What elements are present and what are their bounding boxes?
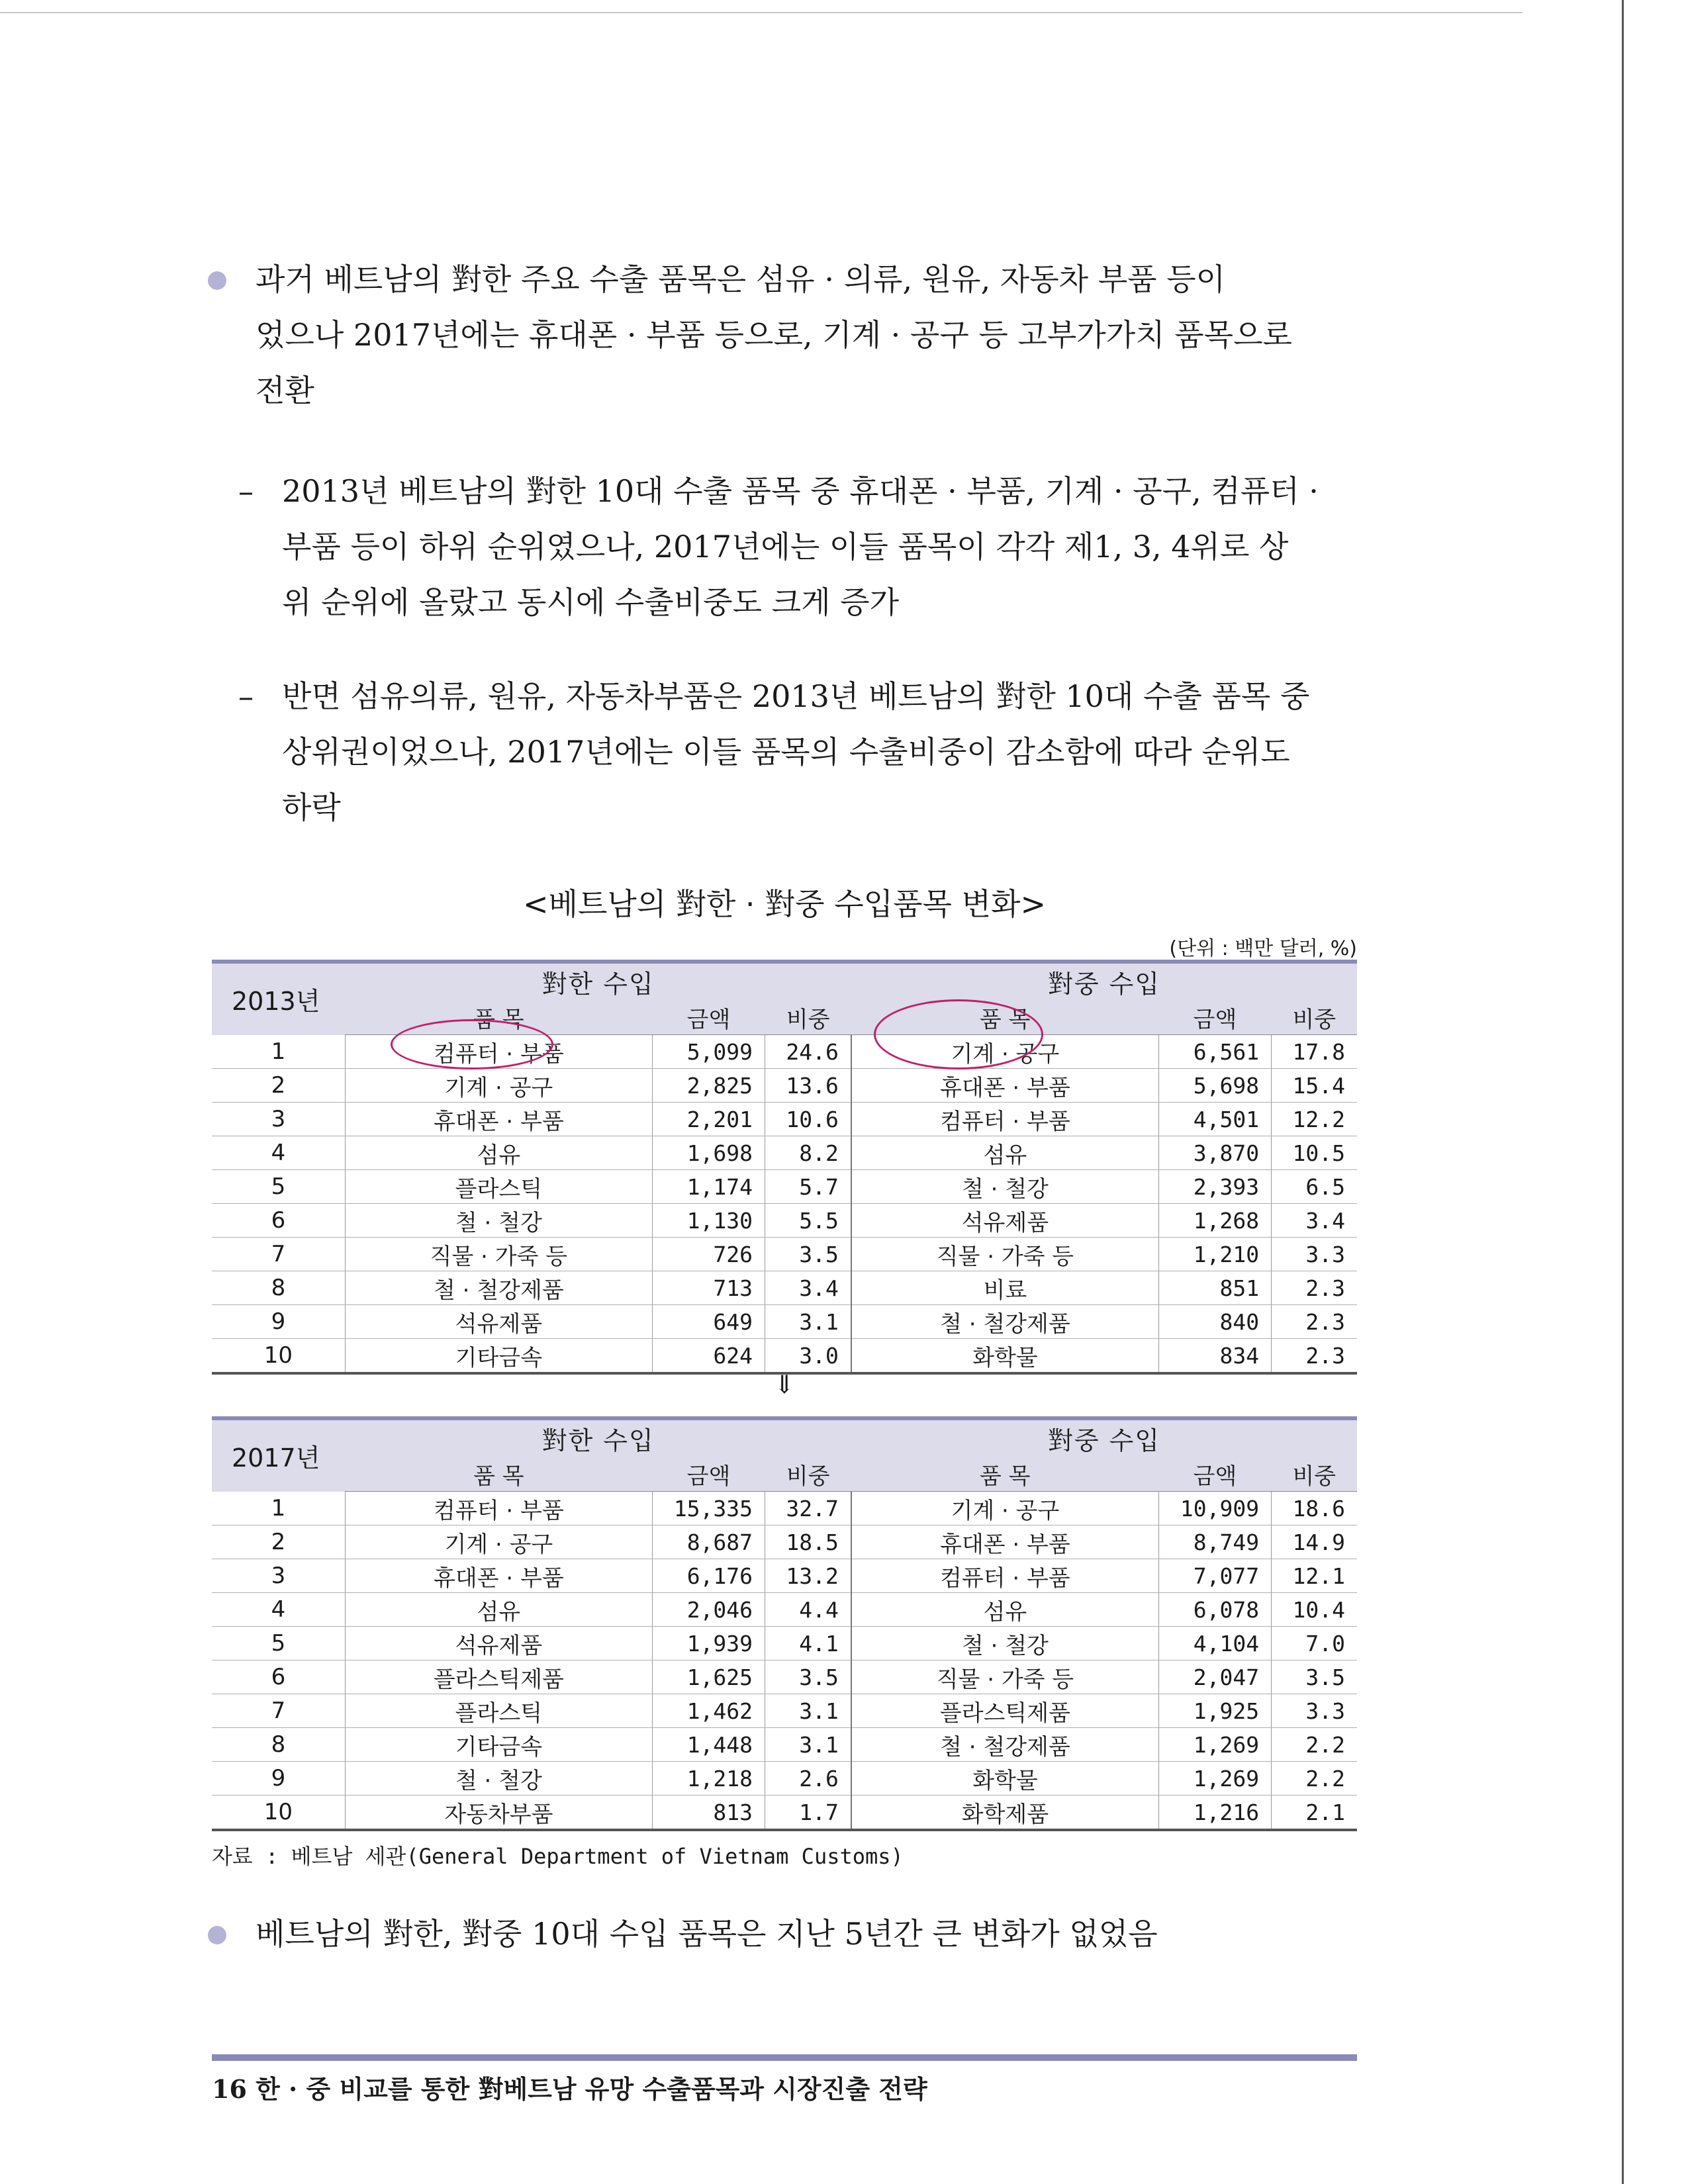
korea-amount-cell: 813: [652, 1796, 765, 1831]
korea-share-cell: 32.7: [765, 1492, 851, 1525]
korea-share-cell: 5.5: [765, 1204, 851, 1238]
unit-label: (단위 : 백만 달러, %): [1169, 937, 1357, 960]
korea-item-cell: 철 · 철강: [345, 1204, 652, 1238]
scan-top-edge: [0, 12, 1523, 13]
table-row: [212, 1492, 1357, 1525]
korea-share-cell: 3.5: [765, 1661, 851, 1694]
china-item-cell: 철 · 철강제품: [851, 1305, 1159, 1339]
china-amount-cell: 4,104: [1158, 1627, 1271, 1661]
bullet-paragraph-2: [212, 1906, 1357, 1962]
item-header: 품 목: [345, 1000, 652, 1035]
china-item-cell: 철 · 철강: [851, 1627, 1159, 1661]
korea-share-cell: 13.2: [765, 1559, 851, 1593]
pen-circle-annotation: [391, 1019, 553, 1069]
dash-paragraph-2: [238, 668, 1364, 835]
korea-item-cell: 석유제품: [345, 1305, 652, 1339]
share-header: 비중: [765, 1457, 851, 1492]
rank-cell: 9: [212, 1762, 345, 1796]
korea-amount-cell: 1,939: [652, 1627, 765, 1661]
korea-share-cell: 3.4: [765, 1271, 851, 1305]
china-share-cell: 10.5: [1272, 1136, 1357, 1170]
korea-share-cell: 13.6: [765, 1069, 851, 1103]
rank-cell: 9: [212, 1305, 345, 1339]
import-table-2013: [212, 960, 1357, 1375]
rank-cell: 10: [212, 1796, 345, 1831]
pen-circle-annotation: [874, 999, 1043, 1069]
korea-item-cell: 철 · 철강제품: [345, 1271, 652, 1305]
table-row: [212, 1762, 1357, 1796]
china-amount-cell: 7,077: [1158, 1559, 1271, 1593]
rank-cell: 2: [212, 1525, 345, 1559]
china-item-cell: 화학제품: [851, 1796, 1159, 1831]
paragraph-text: 과거 베트남의 對한 주요 수출 품목은 섬유 · 의류, 원유, 자동차 부품 등이 었으나 2017년에는 휴대폰 · 부품 등으로, 기계 · 공구 등 고부가가치 품목으로 전환: [256, 261, 1292, 408]
table-row: [212, 1035, 1357, 1069]
rank-cell: 4: [212, 1136, 345, 1170]
korea-share-cell: 8.2: [765, 1136, 851, 1170]
korea-item-cell: 석유제품: [345, 1627, 652, 1661]
korea-item-cell: 기계 · 공구: [345, 1069, 652, 1103]
paragraph-text: 2013년 베트남의 對한 10대 수출 품목 중 휴대폰 · 부품, 기계 · 공구, 컴퓨터 · 부품 등이 하위 순위였으나, 2017년에는 이들 품목이 각각 제1, 3, 4위로 상 위 순위에 올랐고 동시에 수출비중도 크게 증가: [282, 473, 1319, 620]
korea-share-cell: 4.4: [765, 1593, 851, 1627]
china-amount-cell: 1,268: [1158, 1204, 1271, 1238]
year-label: 2013년: [212, 962, 345, 1035]
korea-share-cell: 24.6: [765, 1035, 851, 1069]
rank-cell: 1: [212, 1492, 345, 1525]
china-amount-cell: 1,925: [1158, 1694, 1271, 1728]
amount-header: 금액: [1158, 1000, 1271, 1035]
paragraph-text: 베트남의 對한, 對중 10대 수입 품목은 지난 5년간 큰 변화가 없었음: [256, 1916, 1158, 1952]
china-item-cell: 화학물: [851, 1339, 1159, 1374]
china-amount-cell: 6,561: [1158, 1035, 1271, 1069]
bullet-dot-icon: [208, 1926, 226, 1944]
china-amount-cell: 1,269: [1158, 1762, 1271, 1796]
korea-share-cell: 3.1: [765, 1728, 851, 1762]
rank-cell: 8: [212, 1271, 345, 1305]
dash-marker: –: [238, 473, 254, 509]
korea-share-cell: 3.1: [765, 1694, 851, 1728]
china-item-cell: 직물 · 가죽 등: [851, 1238, 1159, 1271]
rank-cell: 6: [212, 1204, 345, 1238]
table-row: [212, 1796, 1357, 1831]
bullet-paragraph-1: [212, 251, 1357, 418]
table-body: [212, 1492, 1357, 1831]
china-amount-cell: 840: [1158, 1305, 1271, 1339]
china-item-cell: 컴퓨터 · 부품: [851, 1559, 1159, 1593]
china-amount-cell: 10,909: [1158, 1492, 1271, 1525]
dash-paragraph-1: [238, 463, 1364, 630]
china-amount-cell: 8,749: [1158, 1525, 1271, 1559]
korea-item-cell: 플라스틱제품: [345, 1661, 652, 1694]
china-item-cell: 철 · 철강제품: [851, 1728, 1159, 1762]
table-body: [212, 1035, 1357, 1374]
rank-cell: 5: [212, 1170, 345, 1204]
china-amount-cell: 5,698: [1158, 1069, 1271, 1103]
table-row: [212, 1593, 1357, 1627]
korea-amount-cell: 1,130: [652, 1204, 765, 1238]
china-amount-cell: 1,210: [1158, 1238, 1271, 1271]
table-row: [212, 1525, 1357, 1559]
china-share-cell: 18.6: [1272, 1492, 1357, 1525]
china-amount-cell: 6,078: [1158, 1593, 1271, 1627]
china-share-cell: 12.2: [1272, 1103, 1357, 1136]
china-item-cell: 철 · 철강: [851, 1170, 1159, 1204]
rank-cell: 6: [212, 1661, 345, 1694]
korea-import-header: 對한 수입: [345, 1418, 851, 1457]
table-row: [212, 1271, 1357, 1305]
korea-amount-cell: 649: [652, 1305, 765, 1339]
korea-item-cell: 컴퓨터 · 부품: [345, 1492, 652, 1525]
china-share-cell: 15.4: [1272, 1069, 1357, 1103]
china-amount-cell: 2,393: [1158, 1170, 1271, 1204]
korea-import-header: 對한 수입: [345, 962, 851, 1000]
china-share-cell: 2.2: [1272, 1762, 1357, 1796]
korea-amount-cell: 5,099: [652, 1035, 765, 1069]
korea-item-cell: 플라스틱: [345, 1170, 652, 1204]
share-header: 비중: [1272, 1457, 1357, 1492]
china-share-cell: 3.3: [1272, 1238, 1357, 1271]
table-row: [212, 1305, 1357, 1339]
china-share-cell: 12.1: [1272, 1559, 1357, 1593]
item-header: 품 목: [851, 1000, 1159, 1035]
china-item-cell: 플라스틱제품: [851, 1694, 1159, 1728]
table-row: [212, 1627, 1357, 1661]
china-item-cell: 휴대폰 · 부품: [851, 1525, 1159, 1559]
china-share-cell: 14.9: [1272, 1525, 1357, 1559]
korea-amount-cell: 624: [652, 1339, 765, 1374]
table-row: [212, 1728, 1357, 1762]
china-item-cell: 섬유: [851, 1593, 1159, 1627]
amount-header: 금액: [1158, 1457, 1271, 1492]
year-label: 2017년: [212, 1418, 345, 1492]
china-share-cell: 2.3: [1272, 1271, 1357, 1305]
table-row: [212, 1238, 1357, 1271]
korea-amount-cell: 1,174: [652, 1170, 765, 1204]
china-import-header: 對중 수입: [851, 962, 1357, 1000]
china-amount-cell: 4,501: [1158, 1103, 1271, 1136]
korea-share-cell: 3.0: [765, 1339, 851, 1374]
footer-rule: [212, 2054, 1357, 2061]
table-row: [212, 1069, 1357, 1103]
china-item-cell: 직물 · 가죽 등: [851, 1661, 1159, 1694]
korea-item-cell: 직물 · 가죽 등: [345, 1238, 652, 1271]
china-share-cell: 2.3: [1272, 1339, 1357, 1374]
korea-amount-cell: 8,687: [652, 1525, 765, 1559]
source-note: 자료 : 베트남 세관(General Department of Vietnam Customs): [212, 1844, 904, 1869]
rank-cell: 3: [212, 1559, 345, 1593]
korea-share-cell: 2.6: [765, 1762, 851, 1796]
china-amount-cell: 851: [1158, 1271, 1271, 1305]
korea-item-cell: 섬유: [345, 1136, 652, 1170]
korea-share-cell: 3.5: [765, 1238, 851, 1271]
amount-header: 금액: [652, 1000, 765, 1035]
item-header: 품 목: [345, 1457, 652, 1492]
china-share-cell: 3.4: [1272, 1204, 1357, 1238]
korea-item-cell: 휴대폰 · 부품: [345, 1559, 652, 1593]
china-amount-cell: 1,269: [1158, 1728, 1271, 1762]
import-table-2017: [212, 1416, 1357, 1831]
rank-cell: 7: [212, 1238, 345, 1271]
china-share-cell: 7.0: [1272, 1627, 1357, 1661]
china-item-cell: 휴대폰 · 부품: [851, 1069, 1159, 1103]
china-share-cell: 2.2: [1272, 1728, 1357, 1762]
china-amount-cell: 2,047: [1158, 1661, 1271, 1694]
dash-marker: –: [238, 678, 254, 714]
korea-share-cell: 3.1: [765, 1305, 851, 1339]
korea-item-cell: 섬유: [345, 1593, 652, 1627]
china-amount-cell: 1,216: [1158, 1796, 1271, 1831]
rank-cell: 1: [212, 1035, 345, 1069]
korea-amount-cell: 15,335: [652, 1492, 765, 1525]
korea-amount-cell: 2,201: [652, 1103, 765, 1136]
table-row: [212, 1661, 1357, 1694]
korea-amount-cell: 6,176: [652, 1559, 765, 1593]
korea-amount-cell: 1,462: [652, 1694, 765, 1728]
table-row: [212, 1204, 1357, 1238]
china-import-header: 對중 수입: [851, 1418, 1357, 1457]
korea-item-cell: 플라스틱: [345, 1694, 652, 1728]
china-item-cell: 비료: [851, 1271, 1159, 1305]
china-share-cell: 3.3: [1272, 1694, 1357, 1728]
korea-amount-cell: 1,218: [652, 1762, 765, 1796]
korea-amount-cell: 2,825: [652, 1069, 765, 1103]
paragraph-text: 반면 섬유의류, 원유, 자동차부품은 2013년 베트남의 對한 10대 수출 품목 중 상위권이었으나, 2017년에는 이들 품목의 수출비중이 감소함에 따라 순위도 하락: [282, 678, 1310, 825]
china-item-cell: 화학물: [851, 1762, 1159, 1796]
rank-cell: 7: [212, 1694, 345, 1728]
rank-cell: 8: [212, 1728, 345, 1762]
table-row: [212, 1136, 1357, 1170]
korea-item-cell: 기타금속: [345, 1728, 652, 1762]
korea-amount-cell: 1,625: [652, 1661, 765, 1694]
china-item-cell: 컴퓨터 · 부품: [851, 1103, 1159, 1136]
rank-cell: 10: [212, 1339, 345, 1374]
table-row: [212, 1559, 1357, 1593]
china-share-cell: 2.1: [1272, 1796, 1357, 1831]
table-row: [212, 1339, 1357, 1374]
item-header: 품 목: [851, 1457, 1159, 1492]
china-item-cell: 섬유: [851, 1136, 1159, 1170]
korea-share-cell: 1.7: [765, 1796, 851, 1831]
share-header: 비중: [765, 1000, 851, 1035]
bullet-dot-icon: [208, 271, 226, 290]
korea-amount-cell: 713: [652, 1271, 765, 1305]
rank-cell: 4: [212, 1593, 345, 1627]
china-share-cell: 3.5: [1272, 1661, 1357, 1694]
amount-header: 금액: [652, 1457, 765, 1492]
down-arrow-icon: ⇓: [774, 1370, 795, 1399]
table-row: [212, 1170, 1357, 1204]
korea-share-cell: 5.7: [765, 1170, 851, 1204]
korea-amount-cell: 2,046: [652, 1593, 765, 1627]
china-item-cell: 기계 · 공구: [851, 1035, 1159, 1069]
china-item-cell: 석유제품: [851, 1204, 1159, 1238]
korea-share-cell: 4.1: [765, 1627, 851, 1661]
rank-cell: 3: [212, 1103, 345, 1136]
share-header: 비중: [1272, 1000, 1357, 1035]
korea-item-cell: 컴퓨터 · 부품: [345, 1035, 652, 1069]
china-share-cell: 6.5: [1272, 1170, 1357, 1204]
table-title: <베트남의 對한 · 對중 수입품목 변화>: [522, 886, 1047, 922]
china-amount-cell: 3,870: [1158, 1136, 1271, 1170]
china-share-cell: 10.4: [1272, 1593, 1357, 1627]
china-amount-cell: 834: [1158, 1339, 1271, 1374]
rank-cell: 2: [212, 1069, 345, 1103]
page-footer: 16 한 · 중 비교를 통한 對베트남 유망 수출품목과 시장진출 전략: [212, 2074, 927, 2104]
table-row: [212, 1103, 1357, 1136]
rank-cell: 5: [212, 1627, 345, 1661]
korea-item-cell: 기계 · 공구: [345, 1525, 652, 1559]
korea-item-cell: 휴대폰 · 부품: [345, 1103, 652, 1136]
korea-amount-cell: 1,448: [652, 1728, 765, 1762]
korea-share-cell: 18.5: [765, 1525, 851, 1559]
korea-amount-cell: 726: [652, 1238, 765, 1271]
korea-item-cell: 철 · 철강: [345, 1762, 652, 1796]
korea-item-cell: 기타금속: [345, 1339, 652, 1374]
table-row: [212, 1694, 1357, 1728]
scan-right-edge: [1622, 0, 1624, 2184]
korea-item-cell: 자동차부품: [345, 1796, 652, 1831]
korea-amount-cell: 1,698: [652, 1136, 765, 1170]
china-share-cell: 2.3: [1272, 1305, 1357, 1339]
china-item-cell: 기계 · 공구: [851, 1492, 1159, 1525]
china-share-cell: 17.8: [1272, 1035, 1357, 1069]
korea-share-cell: 10.6: [765, 1103, 851, 1136]
